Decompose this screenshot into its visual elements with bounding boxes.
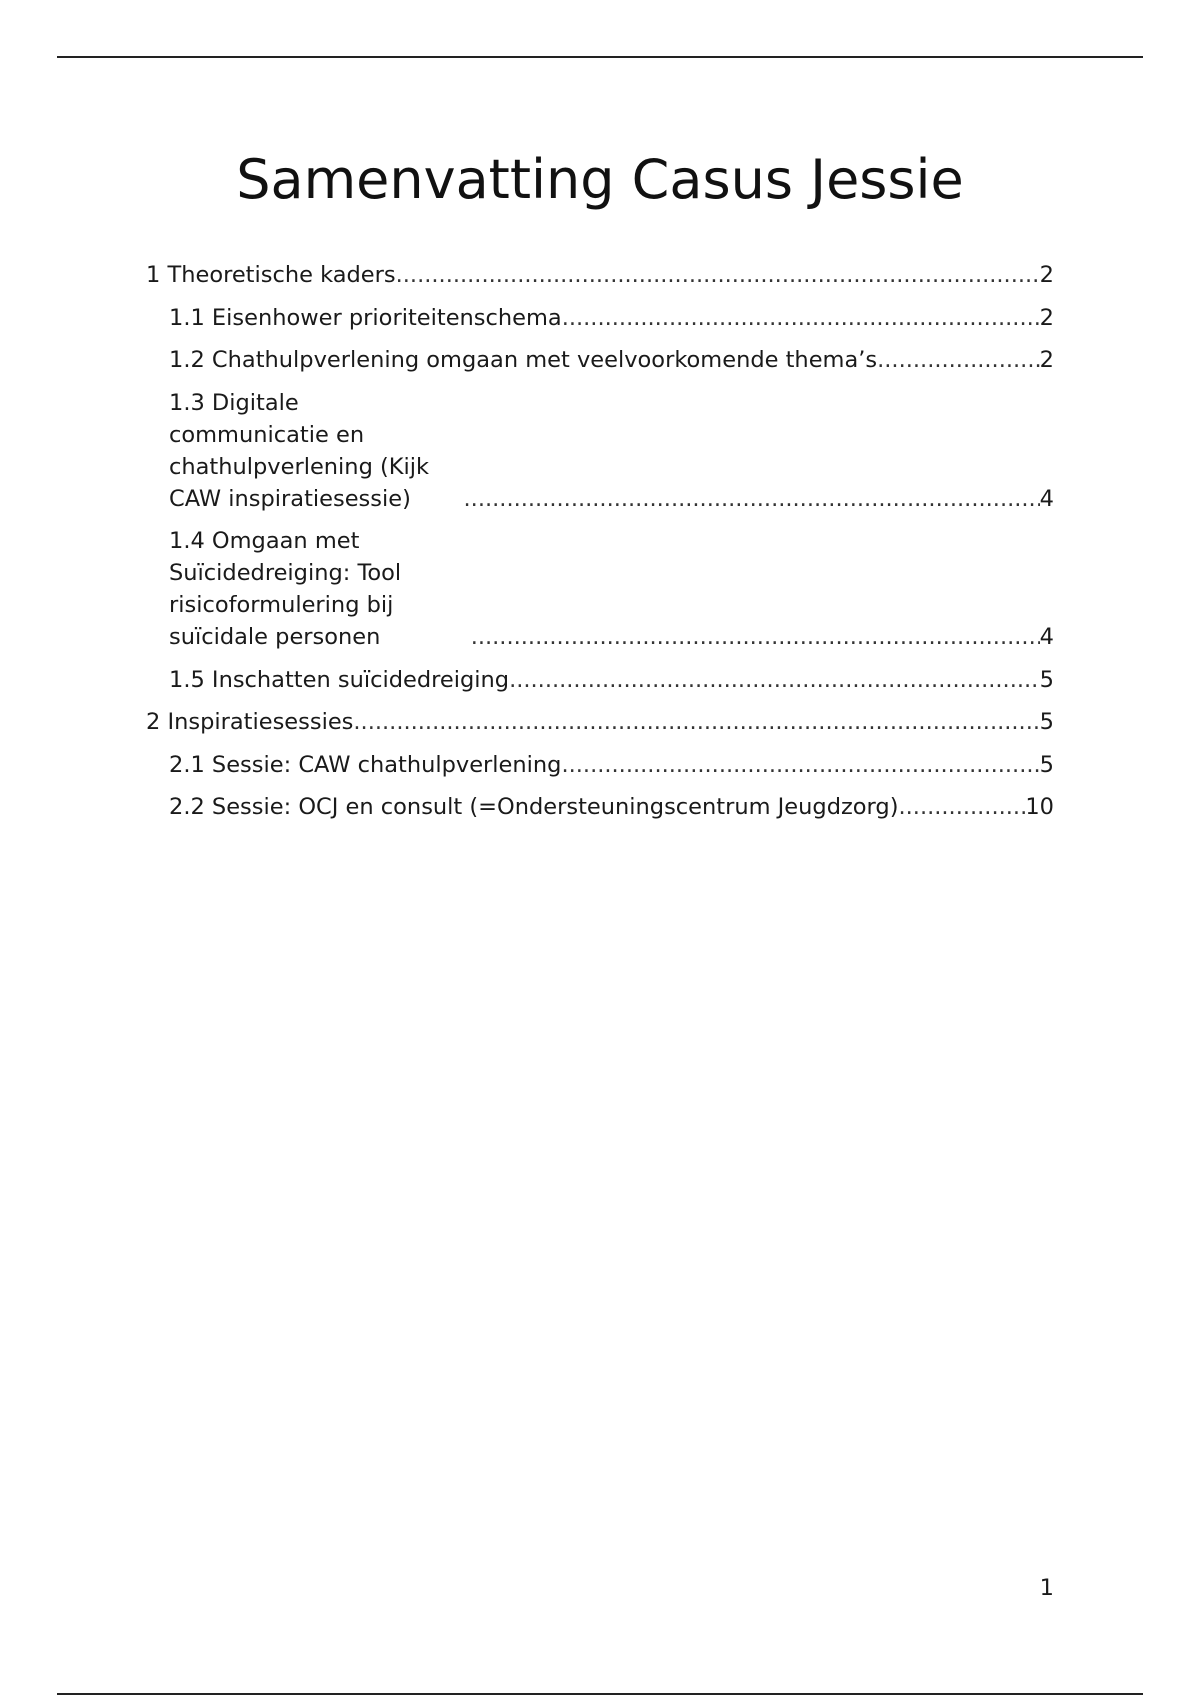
toc-entry-label: 1.2 Chathulpverlening omgaan met veelvoorkomende thema’s [169,347,878,373]
toc-entry-label: 1 Theoretische kaders [146,262,396,288]
toc-entry-page: 2 [1039,347,1054,373]
toc-dot-leader [396,259,1040,291]
toc-entry[interactable] [146,387,1054,515]
toc-dot-leader [877,344,1040,376]
document-title: Samenvatting Casus Jessie [236,148,964,211]
toc-entry-page: 2 [1039,262,1054,288]
toc-dot-leader [464,483,1040,515]
footer-rule [57,1693,1143,1695]
toc-entry[interactable] [146,664,1054,696]
toc-entry[interactable] [146,344,1054,376]
toc-entry[interactable] [146,749,1054,781]
toc-entry[interactable] [146,302,1054,334]
table-of-contents [146,259,1054,834]
toc-entry-page: 10 [1025,794,1054,820]
toc-entry-label: 1.3 Digitale communicatie en chathulpverlening (Kijk CAW inspiratiesessie) [169,389,430,512]
toc-entry-label: 1.4 Omgaan met Suïcidedreiging: Tool risicoformulering bij suïcidale personen [169,528,402,650]
toc-dot-leader [509,664,1040,696]
toc-entry-label: 2.1 Sessie: CAW chathulpverlening [169,751,562,778]
toc-entry-label: 2 Inspiratiesessies [146,709,354,735]
toc-dot-leader [562,302,1040,334]
toc-entry-label: 2.2 Sessie: OCJ en consult (=Ondersteuningscentrum Jeugdzorg) [169,794,899,820]
toc-entry[interactable] [146,791,1054,823]
toc-entry-page: 4 [1039,485,1054,512]
toc-dot-leader [471,621,1040,653]
toc-dot-leader [353,706,1039,738]
header-rule [57,56,1143,58]
toc-entry-page: 5 [1039,709,1054,735]
toc-dot-leader [898,791,1025,823]
toc-entry-page: 4 [1039,624,1054,650]
toc-entry-page: 2 [1039,304,1054,331]
page-number: 1 [1039,1575,1054,1601]
toc-entry[interactable] [146,706,1054,738]
toc-entry[interactable] [146,259,1054,291]
toc-entry-label: 1.1 Eisenhower prioriteitenschema [169,304,562,331]
toc-dot-leader [561,749,1039,781]
toc-entry[interactable] [146,525,1054,653]
toc-entry-page: 5 [1039,751,1054,778]
toc-entry-page: 5 [1039,666,1054,693]
toc-entry-label: 1.5 Inschatten suïcidedreiging [169,666,510,693]
